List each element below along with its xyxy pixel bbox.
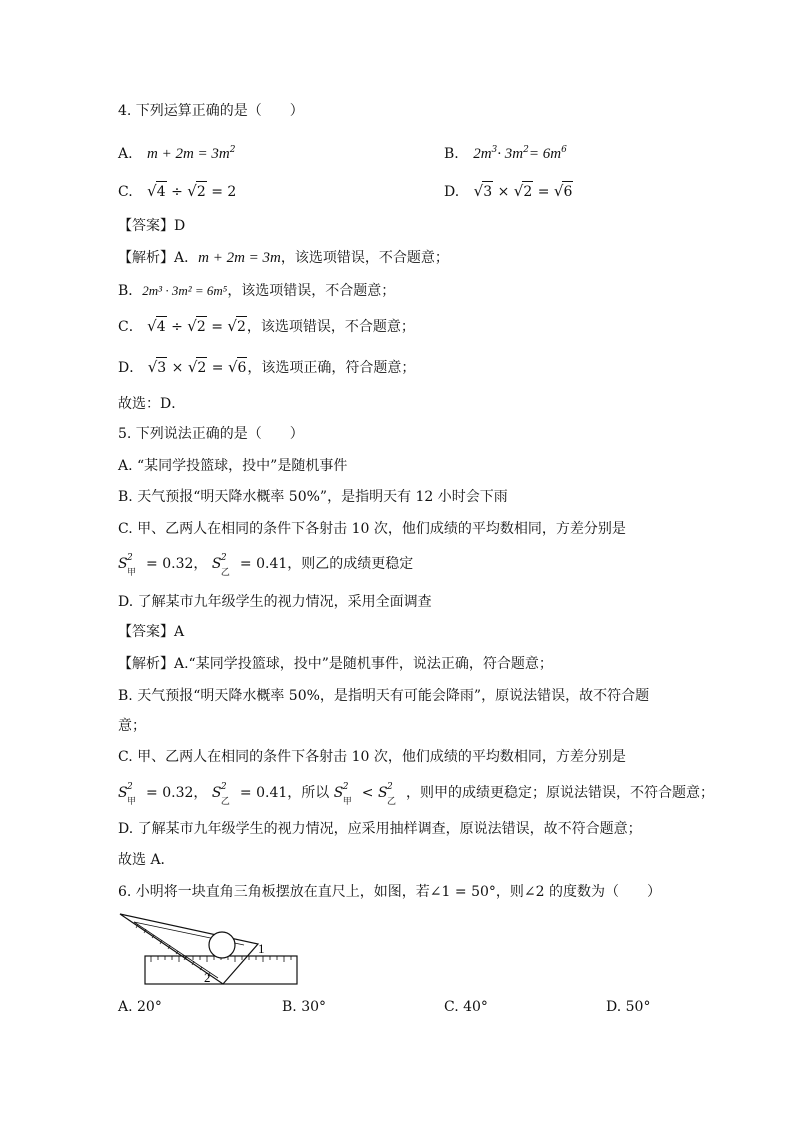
- q6-option-c: C. 40°: [444, 999, 488, 1015]
- q4-option-c-label: C.: [118, 184, 133, 200]
- variance-exp: 2: [220, 782, 227, 792]
- q5-exp5-b: = 0.41，所以: [239, 785, 330, 801]
- q5-stem: 5. 下列说法正确的是（ ）: [118, 426, 304, 442]
- q5-option-b: B. 天气预报“明天降水概率 50%”，是指明天有 12 小时会下雨: [118, 489, 508, 505]
- q4-exp-c-eq: =: [211, 319, 223, 335]
- q6-figure: [118, 910, 308, 990]
- q5-exp5-a: = 0.32，: [146, 785, 208, 801]
- q5-answer: 【答案】A: [118, 624, 185, 640]
- variance-symbol: S: [211, 556, 222, 572]
- q4-exp-c-r3: 2: [236, 316, 247, 337]
- q4-choose: 故选：D．: [118, 396, 186, 412]
- q4-d-radicand-1: 3: [482, 181, 493, 202]
- q6-option-a: A. 20°: [118, 999, 162, 1015]
- q4-option-d: D. √3 × √2 = √6: [444, 182, 573, 200]
- variance-sub-yi: 乙: [220, 797, 230, 807]
- q4-option-b: B. $2m^3\cdot 3m^2= 6m^6$: [444, 145, 567, 162]
- q4-explanation-d: D． √3 × √2 = √6，该选项正确，符合题意；: [118, 358, 416, 376]
- q4-option-a: A. $m + 2m = 3m^2$: [118, 145, 236, 162]
- variance-exp: 2: [386, 782, 393, 792]
- q4-d-radicand-3: 6: [562, 181, 573, 202]
- q5-explanation-4: C. 甲、乙两人在相同的条件下各射击 10 次，他们成绩的平均数相同，方差分别是: [118, 749, 626, 765]
- variance-symbol: S: [118, 785, 128, 801]
- q4-exp-c-op: ÷: [171, 319, 183, 335]
- q4-explanation-a: [118, 248, 449, 268]
- q4-exp-c-text: ，该选项错误，不合题意；: [246, 319, 415, 335]
- q5-option-c: C. 甲、乙两人在相同的条件下各射击 10 次，他们成绩的平均数相同，方差分别是: [118, 521, 626, 537]
- variance-sub-jia: 甲: [342, 797, 352, 807]
- variance-sub-yi: 乙: [220, 568, 230, 578]
- triangle-hole: [209, 932, 235, 958]
- angle-1-label: 1: [258, 941, 265, 956]
- q4-exp-c-r2: 2: [196, 316, 207, 337]
- variance-symbol: S: [118, 556, 128, 572]
- q5-explanation-1: 【解析】A.“某同学投篮球，投中”是随机事件，说法正确，符合题意；: [118, 656, 553, 672]
- q4-exp-d-text: ，该选项正确，符合题意；: [247, 360, 416, 376]
- q6-option-d: D. 50°: [606, 999, 651, 1015]
- q4-d-op: ×: [497, 184, 510, 200]
- variance-exp: 2: [220, 553, 227, 563]
- q4-exp-c-label: C．: [118, 319, 143, 335]
- q4-exp-d-label: D．: [118, 360, 144, 376]
- q4-c-radicand-2: 2: [196, 181, 207, 202]
- q6-option-b: B. 30°: [282, 999, 327, 1015]
- q4-exp-b-text: ，该选项错误，不合题意；: [227, 283, 396, 299]
- q5-exp5-d: ，则甲的成绩更稳定；原说法错误，不符合题意；: [406, 785, 714, 801]
- q5-explanation-5: [118, 782, 714, 807]
- q4-stem: 4. 下列运算正确的是（ ）: [118, 103, 304, 119]
- q5-option-d: D. 了解某市九年级学生的视力情况，采用全面调查: [118, 594, 432, 610]
- q4-option-a-expr: m + 2m = 3m: [147, 146, 230, 162]
- q4-exp-d-eq: =: [211, 360, 224, 376]
- q4-c-end: = 2: [211, 184, 237, 200]
- q5-exp5-lt: <: [361, 785, 374, 801]
- variance-symbol: S: [333, 785, 344, 801]
- q4-exp-d-r1: 3: [156, 357, 167, 378]
- ruler: [145, 956, 297, 984]
- angle-2-label: 2: [204, 970, 211, 985]
- q5-explanation-3: 意；: [118, 718, 146, 734]
- q4-option-a-label: A.: [118, 146, 133, 162]
- q4-c-op: ÷: [171, 184, 183, 200]
- variance-exp: 2: [127, 553, 133, 563]
- q4-exp-a-text: ，该选项错误，不合题意；: [280, 250, 449, 266]
- q5-choose: 故选 A．: [118, 852, 175, 868]
- variance-sub-jia: 甲: [127, 797, 137, 807]
- q4-c-radicand-1: 4: [156, 181, 167, 202]
- q4-exp-head: 【解析】A．: [118, 250, 199, 266]
- q4-option-b-label: B.: [444, 146, 459, 162]
- variance-sub-yi: 乙: [386, 797, 396, 807]
- q4-exp-d-r3: 6: [237, 357, 248, 378]
- q4-explanation-b: [118, 281, 395, 301]
- q4-d-radicand-2: 2: [522, 181, 533, 202]
- q5-c2-a: = 0.32，: [146, 556, 208, 572]
- q4-answer: 【答案】D: [118, 218, 186, 234]
- q4-option-b-expr-1: 2m: [473, 146, 492, 162]
- q5-explanation-6: D. 了解某市九年级学生的视力情况，应采用抽样调查，原说法错误，故不符合题意；: [118, 821, 642, 837]
- q4-option-b-expr-2: · 3m: [497, 146, 524, 162]
- q4-exp-c-r1: 4: [156, 316, 167, 337]
- variance-exp: 2: [342, 782, 349, 792]
- q5-option-c-line2: [118, 553, 414, 578]
- q4-exp-d-r2: 2: [196, 357, 207, 378]
- q6-stem: 6. 小明将一块直角三角板摆放在直尺上，如图，若∠1 = 50°，则∠2 的度数为（ ）: [118, 884, 661, 900]
- q5-c2-b: = 0.41，则乙的成绩更稳定: [239, 556, 414, 572]
- variance-symbol: S: [377, 785, 388, 801]
- q4-exp-d-op: ×: [171, 360, 184, 376]
- variance-sub-jia: 甲: [127, 568, 137, 578]
- variance-symbol: S: [211, 785, 222, 801]
- q4-explanation-c: C． √4 ÷ √2 = √2，该选项错误，不合题意；: [118, 317, 415, 335]
- variance-exp: 2: [127, 782, 133, 792]
- q4-exp-b-math: 2m³ · 3m² = 6m⁵: [142, 283, 228, 298]
- q4-option-b-expr-3: = 6m: [528, 146, 562, 162]
- q4-option-d-label: D.: [444, 184, 460, 200]
- q4-option-c: C. √4 ÷ √2 = 2: [118, 182, 237, 200]
- q5-option-a: A. “某同学投篮球，投中”是随机事件: [118, 458, 348, 474]
- q4-exp-a-math: m + 2m = 3m: [198, 250, 281, 266]
- q4-d-eq: =: [537, 184, 550, 200]
- q4-exp-b-label: B．: [118, 283, 143, 299]
- q5-explanation-2: B. 天气预报“明天降水概率 50%，是指明天有可能会降雨”，原说法错误，故不符合题: [118, 688, 650, 704]
